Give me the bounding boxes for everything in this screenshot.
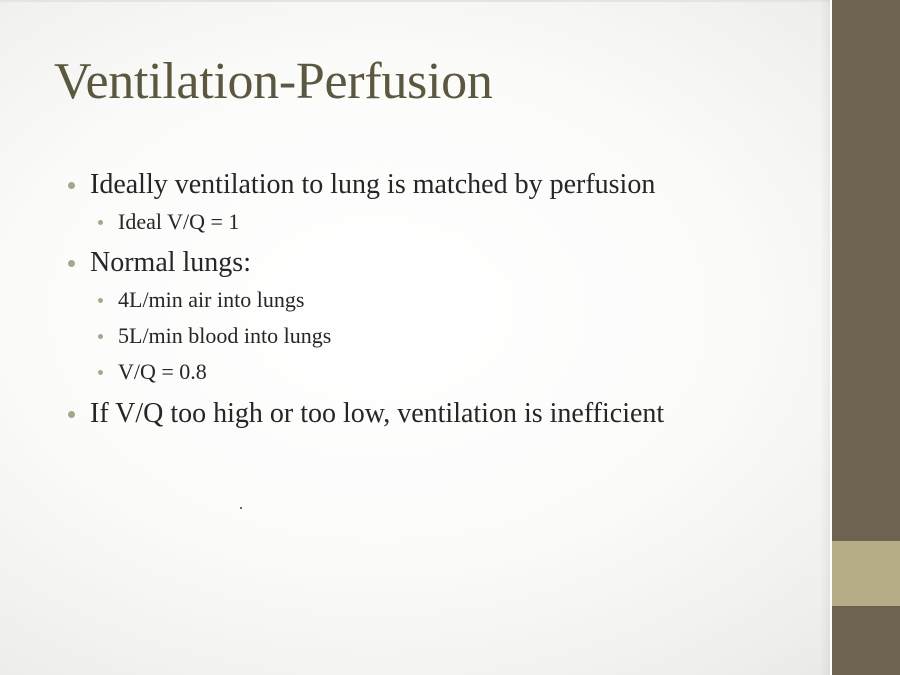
- bullet-item: [68, 249, 251, 277]
- bullet-text: If V/Q too high or too low, ventilation is inefficient: [90, 398, 665, 429]
- sub-bullet-dot-icon: [98, 370, 103, 375]
- bullet-text: Ideally ventilation to lung is matched by perfusion: [90, 169, 656, 200]
- bullet-item: [68, 171, 655, 199]
- bullet-item: [68, 400, 664, 428]
- slide-title: Ventilation-Perfusion: [54, 53, 493, 110]
- decorative-speck: [240, 507, 242, 509]
- sidebar-accent-block: [832, 541, 900, 606]
- sub-bullet-dot-icon: [98, 334, 103, 339]
- bullet-dot-icon: [68, 411, 75, 418]
- bullet-dot-icon: [68, 182, 75, 189]
- bullet-dot-icon: [68, 260, 75, 267]
- sub-bullet-item: [98, 211, 239, 233]
- sidebar-shadow: [820, 0, 830, 675]
- sub-bullet-text: 5L/min blood into lungs: [118, 323, 332, 348]
- sub-bullet-item: [98, 361, 207, 383]
- sub-bullet-dot-icon: [98, 298, 103, 303]
- sub-bullet-dot-icon: [98, 220, 103, 225]
- sub-bullet-item: [98, 325, 331, 347]
- sub-bullet-item: [98, 289, 304, 311]
- bullet-text: Normal lungs:: [90, 247, 251, 278]
- sub-bullet-text: V/Q = 0.8: [118, 359, 207, 384]
- sub-bullet-text: Ideal V/Q = 1: [118, 209, 240, 234]
- sub-bullet-text: 4L/min air into lungs: [118, 287, 305, 312]
